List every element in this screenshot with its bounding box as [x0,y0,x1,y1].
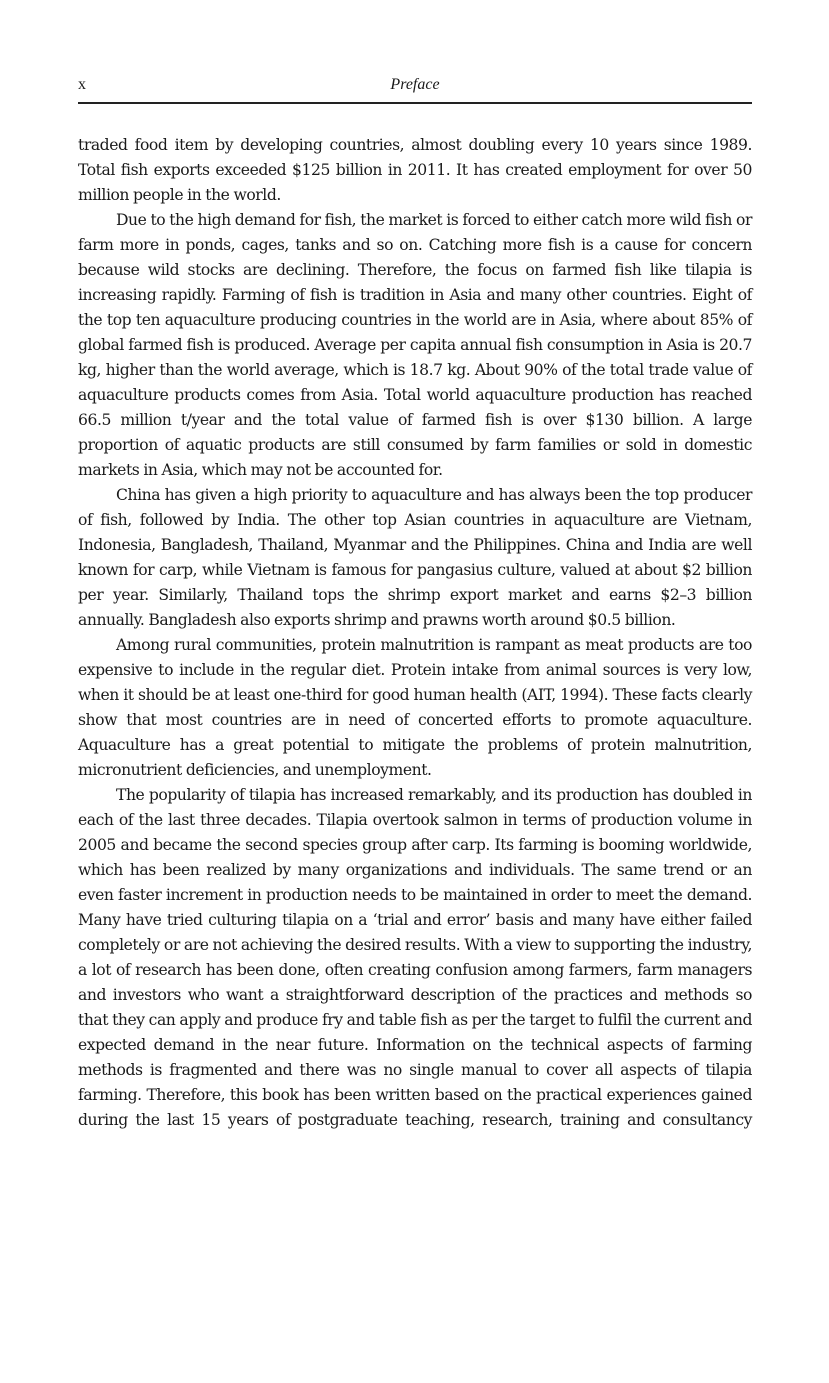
paragraph-fish-demand: Due to the high demand for fish, the market is forced to either catch more wild fish or farm more in ponds, cages, tanks and so on. Catching more fish is a cause for concern because wild stocks are declining. Therefore, the focus on farmed fish like tilapia is increasing rapidly. Farming of fish is tradition in Asia and many other countries. Eight of the top ten aquaculture producing countries in the world are in Asia, where about 85% of global farmed fish is produced. Average per capita annual fish consumption in Asia is 20.7 kg, higher than the world average, which is 18.7 kg. About 90% of the total trade value of aquaculture products comes from Asia. Total world aquaculture production has reached 66.5 million t/year and the total value of farmed fish is over $130 billion. A large proportion of aquatic products are still consumed by farm families or sold in domestic markets in Asia, which may not be accounted for. [78,211,752,479]
running-head [78,74,752,96]
page-number: x [78,76,86,93]
header-rule [78,102,752,104]
book-page [78,0,752,1383]
body-text [78,133,752,1133]
paragraph-continued: traded food item by developing countries, almost doubling every 10 years since 1989. Total fish exports exceeded $125 billion in 2011. It has created employment for over 50 million people in the world. [78,136,752,204]
paragraph-tilapia-popularity: The popularity of tilapia has increased remarkably, and its production has doubled in each of the last three decades. Tilapia overtook salmon in terms of production volume in 2005 and became the second species group after carp. Its farming is booming worldwide, which has been realized by many organizations and individuals. The same trend or an even faster increment in production needs to be maintained in order to meet the demand. Many have tried culturing tilapia on a ‘trial and error’ basis and many have either failed completely or are not achieving the desired results. With a view to supporting the industry, a lot of research has been done, often creating confusion among farmers, farm managers and investors who want a straightforward description of the practices and methods so that they can apply and produce fry and table fish as per the target to fulfil the current and expected demand in the near future. Information on the technical aspects of farming methods is fragmented and there was no single manual to cover all aspects of tilapia farming. Therefore, this book has been written based on the practical experiences gained during the last 15 years of postgraduate teaching, research, training and consultancy [78,786,752,1129]
paragraph-protein-malnutrition: Among rural communities, protein malnutrition is rampant as meat products are too expensive to include in the regular diet. Protein intake from animal sources is very low, when it should be at least one-third for good human health (AIT, 1994). These facts clearly show that most countries are in need of concerted efforts to promote aquaculture. Aquaculture has a great potential to mitigate the problems of protein malnutrition, micronutrient deficiencies, and unemployment. [78,636,752,779]
running-head-title: Preface [390,76,440,93]
paragraph-china-priority: China has given a high priority to aquaculture and has always been the top producer of fish, followed by India. The other top Asian countries in aquaculture are Vietnam, Indonesia, Bangladesh, Thailand, Myanmar and the Philippines. China and India are well known for carp, while Vietnam is famous for pangasius culture, valued at about $2 billion per year. Similarly, Thailand tops the shrimp export market and earns $2–3 billion annually. Bangladesh also exports shrimp and prawns worth around $0.5 billion. [78,486,752,629]
